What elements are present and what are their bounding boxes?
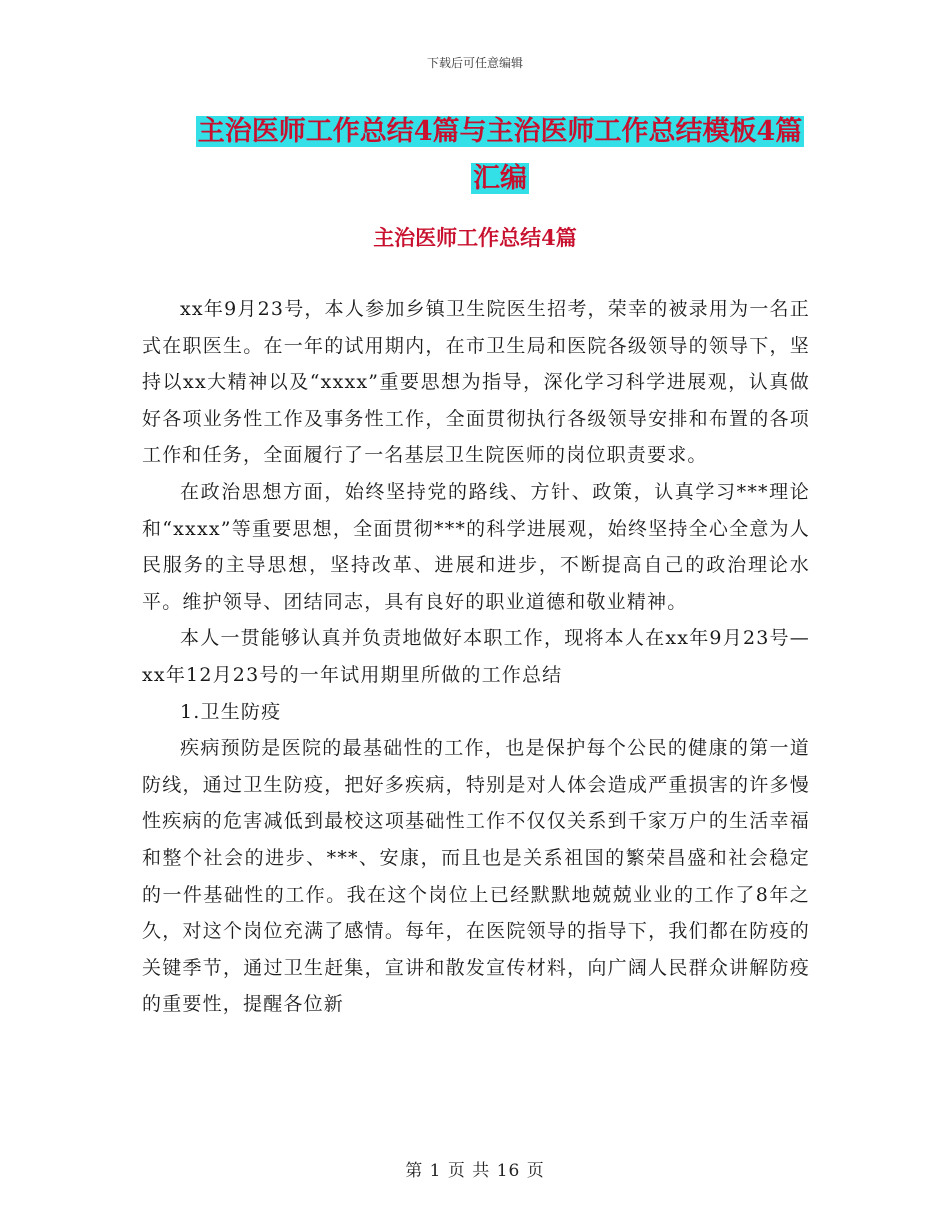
paragraph: xx年9月23号，本人参加乡镇卫生院医生招考，荣幸的被录用为一名正式在职医生。在一年的试用期内，在市卫生局和医院各级领导的领导下，坚持以xx大精神以及“xxxx”重要思想为指导，深化学习科学进展观，认真做好各项业务性工作及事务性工作，全面贯彻执行各级领导安排和布置的各项工作和任务，全面履行了一名基层卫生院医师的岗位职责要求。 (142, 298, 810, 467)
section-title: 主治医师工作总结4篇 (373, 225, 577, 250)
paragraph: 本人一贯能够认真并负责地做好本职工作，现将本人在xx年9月23号—xx年12月23号的一年试用期里所做的工作总结 (142, 627, 810, 686)
title-line-2: 汇编 (473, 163, 527, 194)
paragraph: 在政治思想方面，始终坚持党的路线、方针、政策，认真学习***理论和“xxxx”等重要思想，全面贯彻***的科学进展观，始终坚持全心全意为人民服务的主导思想，坚持改革、进展和进步，不断提高自己的政治理论水平。维护领导、团结同志，具有良好的职业道德和敬业精神。 (142, 480, 810, 613)
page-footer: 第 1 页 共 16 页 (405, 1161, 545, 1181)
header-note: 下载后可任意编辑 (426, 56, 523, 70)
section-heading: 1.卫生防疫 (180, 700, 282, 723)
paragraph: 疾病预防是医院的最基础性的工作，也是保护每个公民的健康的第一道防线，通过卫生防疫，把好多疾病，特别是对人体会造成严重损害的许多慢性疾病的危害减低到最校这项基础性工作不仅仅关系到千家万户的生活幸福和整个社会的进步、***、安康，而且也是关系祖国的繁荣昌盛和社会稳定的一件基础性的工作。我在这个岗位上已经默默地兢兢业业的工作了8年之久，对这个岗位充满了感情。每年，在医院领导的指导下，我们都在防疫的关键季节，通过卫生赶集，宣讲和散发宣传材料，向广阔人民群众讲解防疫的重要性，提醒各位新 (142, 737, 810, 1016)
title-line-1: 主治医师工作总结4篇与主治医师工作总结模板4篇 (197, 116, 803, 147)
document-title (140, 108, 860, 202)
document-body (142, 291, 810, 1023)
